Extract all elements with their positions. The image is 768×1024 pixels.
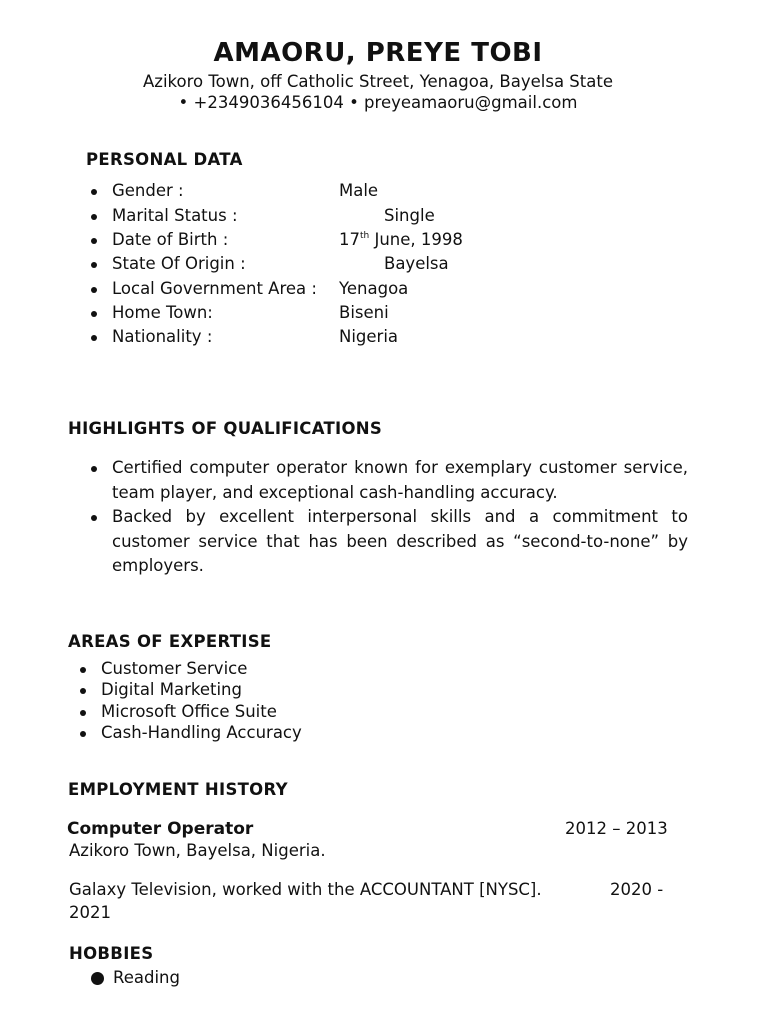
bullet-icon xyxy=(91,287,97,293)
list-item: Reading xyxy=(113,968,180,987)
date-day: 17 xyxy=(339,230,360,249)
bullet-icon xyxy=(80,688,86,694)
field-label: Local Government Area : xyxy=(112,279,317,298)
field-value: Biseni xyxy=(339,303,389,322)
job-dates-continued: 2021 xyxy=(69,903,111,922)
list-item: Cash-Handling Accuracy xyxy=(101,723,302,742)
bullet-icon xyxy=(91,262,97,268)
job-title: Computer Operator xyxy=(67,819,254,839)
bullet-icon xyxy=(80,710,86,716)
field-label: Gender : xyxy=(112,181,184,200)
field-value: Male xyxy=(339,181,379,200)
field-value xyxy=(339,230,463,249)
contact-line: • +2349036456104 • preyeamaoru@gmail.com xyxy=(178,93,578,112)
bullet-icon xyxy=(91,238,97,244)
qualifications-heading: HIGHLIGHTS OF QUALIFICATIONS xyxy=(68,419,383,438)
job-dates: 2012 – 2013 xyxy=(565,819,668,838)
list-item: Certified computer operator known for exemplary customer service, team player, and exceptional cash-handling accuracy. xyxy=(112,458,688,502)
bullet-icon xyxy=(91,466,97,472)
field-label: Nationality : xyxy=(112,327,213,346)
list-item: Customer Service xyxy=(101,659,248,678)
bullet-icon xyxy=(91,189,97,195)
bullet-icon xyxy=(91,972,104,985)
employment-heading: EMPLOYMENT HISTORY xyxy=(68,780,288,799)
date-ordinal-suffix: th xyxy=(360,231,370,241)
field-value: Yenagoa xyxy=(339,279,409,298)
hobbies-heading: HOBBIES xyxy=(69,944,154,963)
address: Azikoro Town, off Catholic Street, Yenagoa, Bayelsa State xyxy=(143,72,613,91)
field-value: Single xyxy=(384,206,435,225)
bullet-icon xyxy=(91,515,97,521)
bullet-icon xyxy=(91,214,97,220)
bullet-icon xyxy=(80,731,86,737)
resume-name: AMAORU, PREYE TOBI xyxy=(213,38,543,68)
job-dates: 2020 - xyxy=(610,880,664,899)
field-value: Bayelsa xyxy=(384,254,449,273)
bullet-icon xyxy=(91,311,97,317)
bullet-icon xyxy=(91,335,97,341)
list-item: Backed by excellent interpersonal skills and a commitment to customer service that has been described as “second-to-none” by employers. xyxy=(112,507,688,575)
list-item: Digital Marketing xyxy=(101,680,242,699)
date-rest: June, 1998 xyxy=(369,230,463,249)
field-label: Date of Birth : xyxy=(112,230,229,249)
job-location: Azikoro Town, Bayelsa, Nigeria. xyxy=(69,841,326,860)
field-label: Home Town: xyxy=(112,303,213,322)
personal-data-heading: PERSONAL DATA xyxy=(86,150,243,169)
bullet-icon xyxy=(80,667,86,673)
expertise-heading: AREAS OF EXPERTISE xyxy=(68,632,272,651)
field-label: Marital Status : xyxy=(112,206,238,225)
field-label: State Of Origin : xyxy=(112,254,246,273)
list-item: Microsoft Office Suite xyxy=(101,702,277,721)
job-description: Galaxy Television, worked with the ACCOUNTANT [NYSC]. xyxy=(69,880,542,899)
field-value: Nigeria xyxy=(339,327,399,346)
